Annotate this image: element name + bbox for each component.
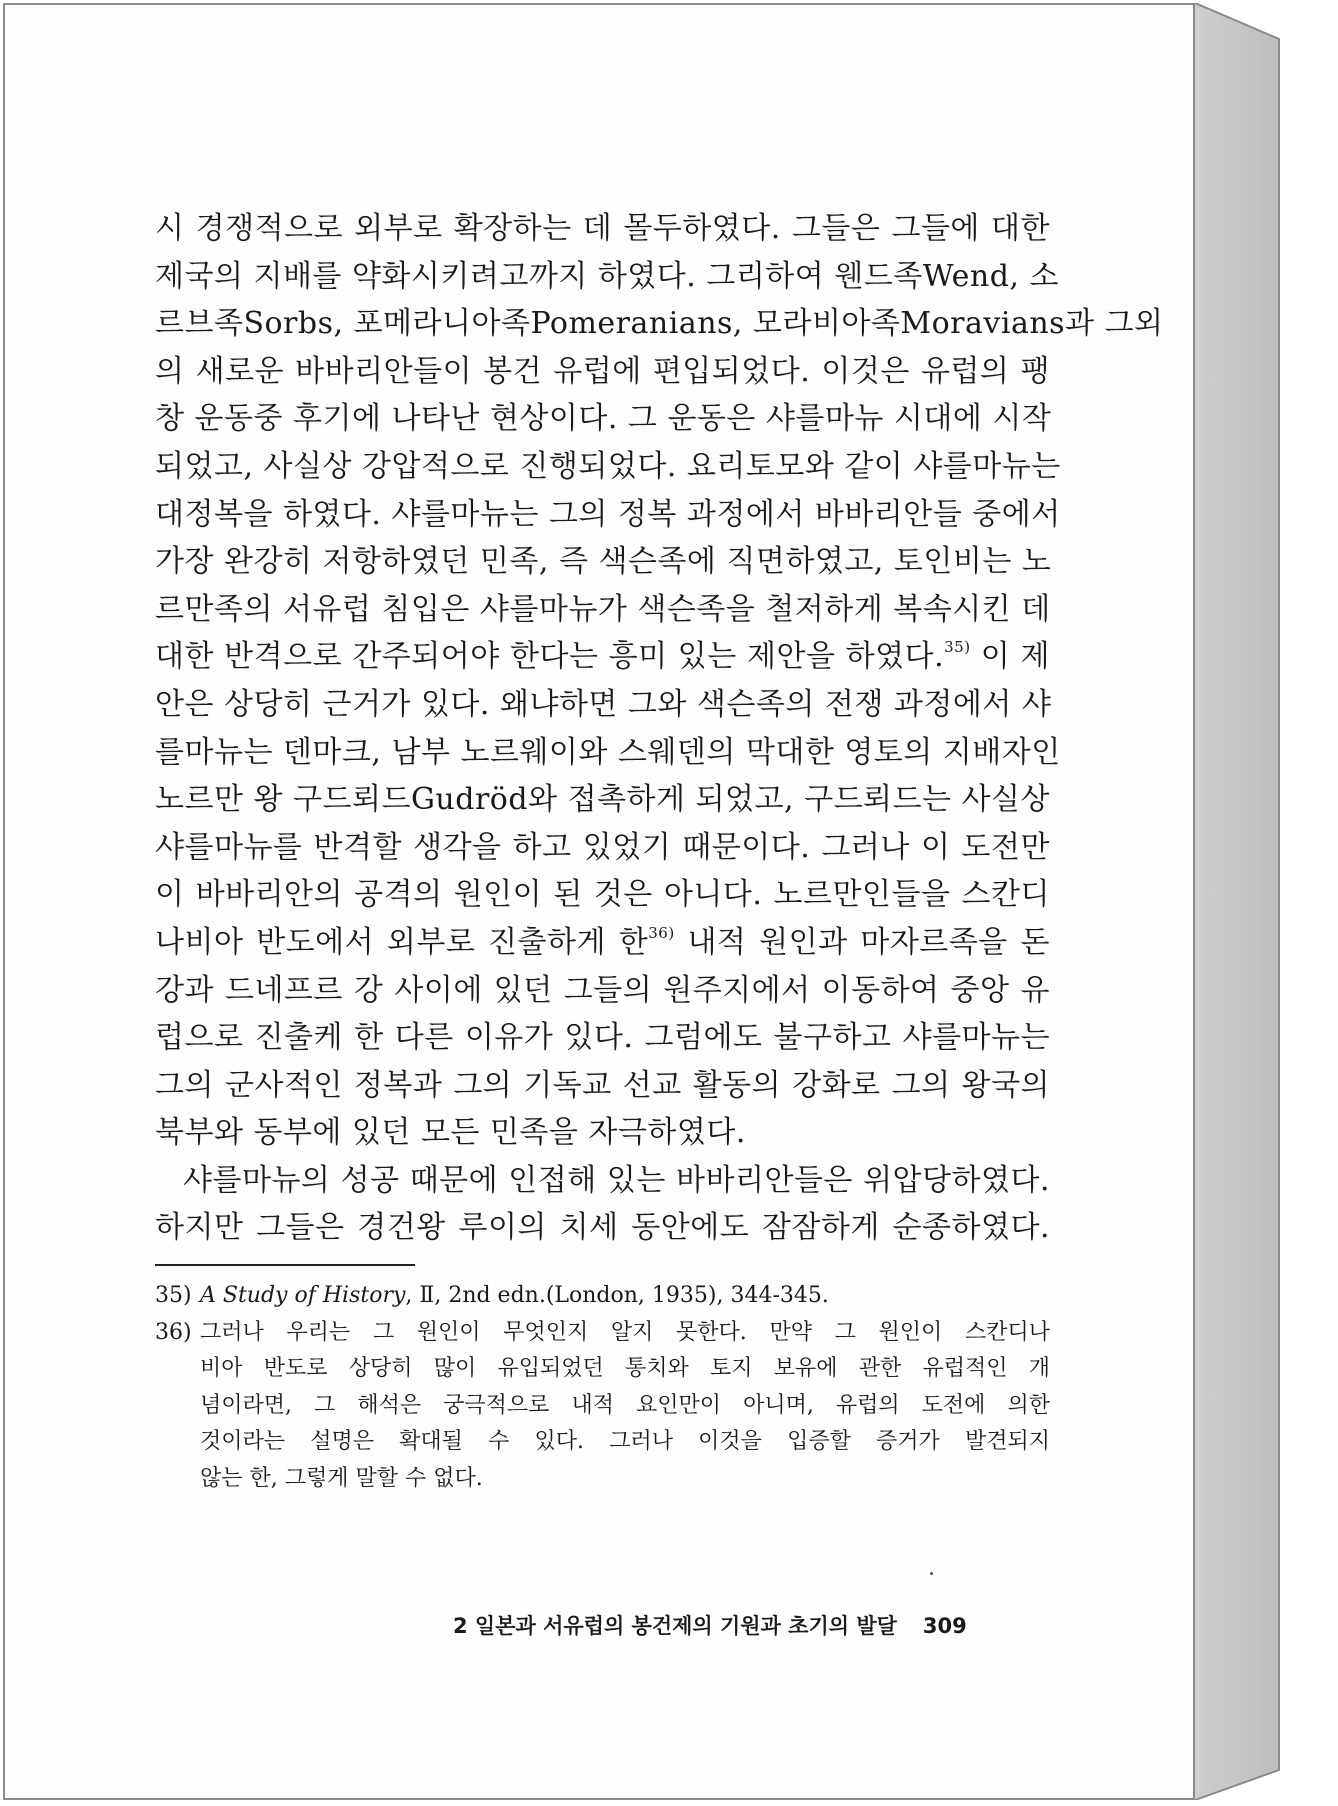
footnote-35 bbox=[155, 1278, 1050, 1315]
footnote-number: 35) bbox=[155, 1283, 192, 1309]
footnote-separator bbox=[155, 1264, 415, 1266]
footnote-number: 36) bbox=[155, 1319, 192, 1345]
footnote-citation: , Ⅱ, 2nd edn.(London, 1935), 344-345. bbox=[405, 1283, 829, 1309]
footnote-text: 념이라면, 그 해석은 궁극적으로 내적 요인만이 아니며, 유럽의 도전에 의한 bbox=[200, 1392, 1050, 1418]
footnote-36 bbox=[155, 1315, 1050, 1352]
footnote-ref-36[interactable]: 36) bbox=[648, 923, 675, 942]
text-line: 시 경쟁적으로 외부로 확장하는 데 몰두하였다. 그들은 그들에 대한 bbox=[155, 211, 1050, 246]
text-line: 하지만 그들은 경건왕 루이의 치세 동안에도 잠잠하게 순종하였다. bbox=[155, 1210, 1050, 1246]
text-line: 르브족Sorbs, 포메라니아족Pomeranians, 모라비아족Moravians과 그외 bbox=[155, 306, 1164, 342]
text-line: 샤를마뉴의 성공 때문에 인접해 있는 바바리안들은 위압당하였다. bbox=[183, 1162, 1050, 1198]
footnote-text: 그러나 우리는 그 원인이 무엇인지 알지 못한다. 만약 그 원인이 스칸디나 bbox=[200, 1319, 1050, 1345]
chapter-title: 2 일본과 서유럽의 봉건제의 기원과 초기의 발달 bbox=[453, 1614, 897, 1638]
text-line bbox=[155, 633, 1050, 681]
text-line: 그의 군사적인 정복과 그의 기독교 선교 활동의 강화로 그의 왕국의 bbox=[155, 1067, 1050, 1103]
text-line: 를마뉴는 덴마크, 남부 노르웨이와 스웨덴의 막대한 영토의 지배자인 bbox=[155, 734, 1061, 770]
footnotes bbox=[155, 1278, 1050, 1497]
text-segment: 대한 반격으로 간주되어야 한다는 흥미 있는 제안을 하였다. bbox=[155, 639, 945, 675]
page-body bbox=[155, 205, 1164, 1497]
text-line: 창 운동중 후기에 나타난 현상이다. 그 운동은 샤를마뉴 시대에 시작 bbox=[155, 401, 1052, 437]
paragraph-2 bbox=[155, 1157, 1050, 1252]
speck-mark bbox=[930, 1572, 933, 1575]
footnote-text: 않는 한, 그렇게 말할 수 없다. bbox=[200, 1465, 483, 1491]
text-line: 대정복을 하였다. 샤를마뉴는 그의 정복 과정에서 바바리안들 중에서 bbox=[155, 496, 1061, 532]
text-line: 가장 완강히 저항하였던 민족, 즉 색슨족에 직면하였고, 토인비는 노 bbox=[155, 544, 1052, 580]
text-line: 강과 드네프르 강 사이에 있던 그들의 원주지에서 이동하여 중앙 유 bbox=[155, 972, 1050, 1008]
footnote-ref-35[interactable]: 35) bbox=[944, 638, 971, 657]
footnote-book-title: A Study of History bbox=[200, 1283, 406, 1309]
text-segment: 이 제 bbox=[970, 639, 1050, 675]
text-segment: 내적 원인과 마자르족을 돈 bbox=[674, 924, 1050, 960]
text-line: 노르만 왕 구드뢰드Gudröd와 접촉하게 되었고, 구드뢰드는 사실상 bbox=[155, 782, 1050, 818]
text-line: 이 바바리안의 공격의 원인이 된 것은 아니다. 노르만인들을 스칸디 bbox=[155, 877, 1050, 913]
text-line: 럽으로 진출케 한 다른 이유가 있다. 그럼에도 불구하고 샤를마뉴는 bbox=[155, 1020, 1050, 1056]
paragraph-1 bbox=[155, 205, 1164, 1157]
text-line: 샤를마뉴를 반격할 생각을 하고 있었기 때문이다. 그러나 이 도전만 bbox=[155, 829, 1050, 865]
text-line: 의 새로운 바바리안들이 봉건 유럽에 편입되었다. 이것은 유럽의 팽 bbox=[155, 353, 1050, 389]
text-line: 북부와 동부에 있던 모든 민족을 자극하였다. bbox=[155, 1115, 746, 1151]
book-edge-outline bbox=[1195, 3, 1281, 1800]
footnote-text: 것이라는 설명은 확대될 수 있다. 그러나 이것을 입증할 증거가 발견되지 bbox=[200, 1429, 1050, 1455]
page-number: 309 bbox=[922, 1614, 967, 1638]
text-line: 안은 상당히 근거가 있다. 왜냐하면 그와 색슨족의 전쟁 과정에서 샤 bbox=[155, 686, 1052, 722]
footnote-text: 비아 반도로 상당히 많이 유입되었던 통치와 토지 보유에 관한 유럽적인 개 bbox=[200, 1356, 1050, 1382]
running-footer bbox=[453, 1610, 967, 1640]
text-line bbox=[155, 919, 1050, 967]
text-line: 되었고, 사실상 강압적으로 진행되었다. 요리토모와 같이 샤를마뉴는 bbox=[155, 448, 1061, 484]
text-line: 르만족의 서유럽 침입은 샤를마뉴가 색슨족을 철저하게 복속시킨 데 bbox=[155, 591, 1051, 627]
text-segment: 나비아 반도에서 외부로 진출하게 한 bbox=[155, 924, 649, 960]
text-line: 제국의 지배를 약화시키려고까지 하였다. 그리하여 웬드족Wend, 소 bbox=[155, 258, 1059, 294]
